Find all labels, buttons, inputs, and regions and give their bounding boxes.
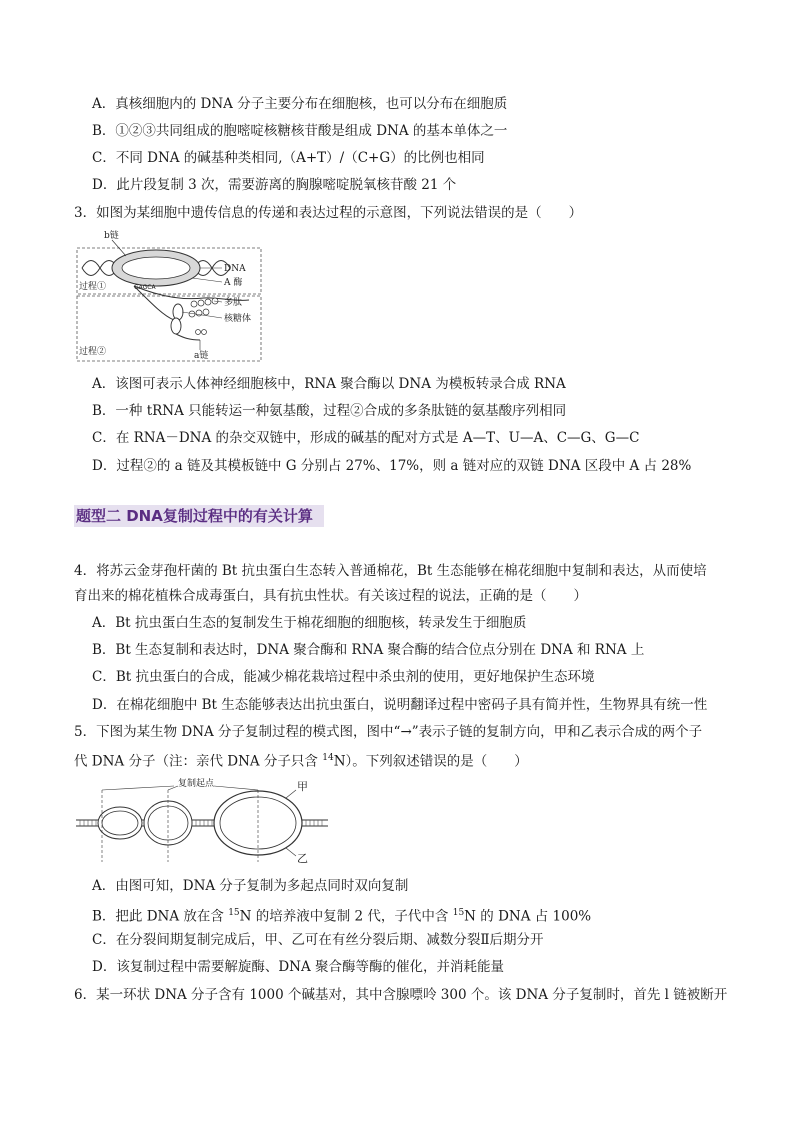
q5-option-b-sup2: 15: [452, 908, 465, 918]
q5-option-b-pre: B．把此 DNA 放在含: [92, 908, 229, 925]
q5-stem-post: N）。下列叙述错误的是（ ）: [333, 753, 528, 770]
fig-label-ribosome: 核糖体: [224, 314, 252, 324]
fig-label-dna: DNA: [224, 264, 246, 274]
q3-option-b: B．一种 tRNA 只能转运一种氨基酸，过程②合成的多条肽链的氨基酸序列相同: [92, 403, 567, 419]
fig-label-enzyme-a: A 酶: [224, 278, 243, 288]
fig-label-b-chain: b链: [104, 231, 119, 241]
fig-label-origin: 复制起点: [178, 779, 215, 789]
q6-stem: 6．某一环状 DNA 分子含有 1000 个碱基对，其中含腺嘌呤 300 个。该 DNA 分子复制时，首先 l 链被断开: [74, 987, 728, 1003]
fig-label-jia: 甲: [297, 780, 308, 793]
q5-option-b-post: N 的 DNA 占 100%: [464, 908, 592, 925]
q3-option-c: C．在 RNA－DNA 的杂交双链中，形成的碱基的配对方式是 A—T、U—A、C—G、G—C: [92, 430, 640, 446]
q4-stem-line2: 育出来的棉花植株合成毒蛋白，具有抗虫性状。有关该过程的说法，正确的是（ ）: [74, 588, 587, 604]
q5-option-a: A．由图可知，DNA 分子复制为多起点同时双向复制: [92, 878, 409, 894]
fig-label-peptide: 多肽: [224, 298, 243, 308]
q5-option-b: [92, 904, 591, 926]
fig-label-process2: 过程②: [79, 347, 107, 357]
section-heading: [74, 505, 324, 527]
q5-stem-pre: 代 DNA 分子（注：亲代 DNA 分子只含: [74, 753, 323, 770]
q4-option-b: B．Bt 生态复制和表达时，DNA 聚合酶和 RNA 聚合酶的结合位点分别在 DNA 和 RNA 上: [92, 642, 645, 658]
q4-option-c: C．Bt 抗虫蛋白的合成，能减少棉花栽培过程中杀虫剂的使用，更好地保护生态环境: [92, 669, 595, 685]
q3-option-d: D．过程②的 a 链及其模板链中 G 分别占 27%、17%，则 a 链对应的双链 DNA 区段中 A 占 28%: [92, 458, 692, 474]
q4-option-a: A．Bt 抗虫蛋白生态的复制发生于棉花细胞的细胞核，转录发生于细胞质: [92, 615, 527, 631]
q2-option-b: B．①②③共同组成的胞嘧啶核糖核苷酸是组成 DNA 的基本单体之一: [92, 123, 508, 139]
q4-stem-line1: 4．将苏云金芽孢杆菌的 Bt 抗虫蛋白生态转入普通棉花，Bt 生态能够在棉花细胞中复制和表达，从而使培: [74, 563, 707, 579]
q5-stem-line2: [74, 749, 528, 771]
q5-stem-sup: 14: [322, 753, 334, 763]
q2-option-c: C．不同 DNA 的碱基种类相同,（A+T）/（C+G）的比例也相同: [92, 150, 485, 166]
q5-option-d: D．该复制过程中需要解旋酶、DNA 聚合酶等酶的催化，并消耗能量: [92, 959, 504, 975]
q5-stem-line1: 5．下图为某生物 DNA 分子复制过程的模式图，图中“→”表示子链的复制方向，甲和乙表示合成的两个子: [74, 724, 703, 740]
dna-replication-figure: [74, 776, 334, 866]
q5-option-b-sup1: 15: [228, 908, 240, 918]
q3-option-a: A．该图可表示人体神经细胞核中，RNA 聚合酶以 DNA 为模板转录合成 RNA: [92, 376, 566, 392]
section-heading-text: 题型二 DNA复制过程中的有关计算: [76, 507, 313, 525]
fig-label-process1: 过程①: [79, 282, 107, 292]
q3-stem: 3．如图为某细胞中遗传信息的传递和表达过程的示意图，下列说法错误的是（ ）: [74, 205, 583, 221]
fig-label-seq: GAGCA: [134, 284, 156, 291]
transcription-translation-figure: [74, 228, 264, 364]
q5-option-b-mid: N 的培养液中复制 2 代，子代中含: [239, 908, 453, 925]
q4-option-d: D．在棉花细胞中 Bt 生态能够表达出抗虫蛋白，说明翻译过程中密码子具有简并性，生物界具有统一性: [92, 697, 708, 713]
fig-label-yi: 乙: [297, 852, 308, 865]
q2-option-a: A．真核细胞内的 DNA 分子主要分布在细胞核，也可以分布在细胞质: [92, 96, 508, 112]
q5-option-c: C．在分裂间期复制完成后，甲、乙可在有丝分裂后期、减数分裂Ⅱ后期分开: [92, 932, 544, 948]
q2-option-d: D．此片段复制 3 次，需要游离的胸腺嘧啶脱氧核苷酸 21 个: [92, 177, 457, 193]
fig-label-a-chain: a链: [194, 351, 209, 361]
